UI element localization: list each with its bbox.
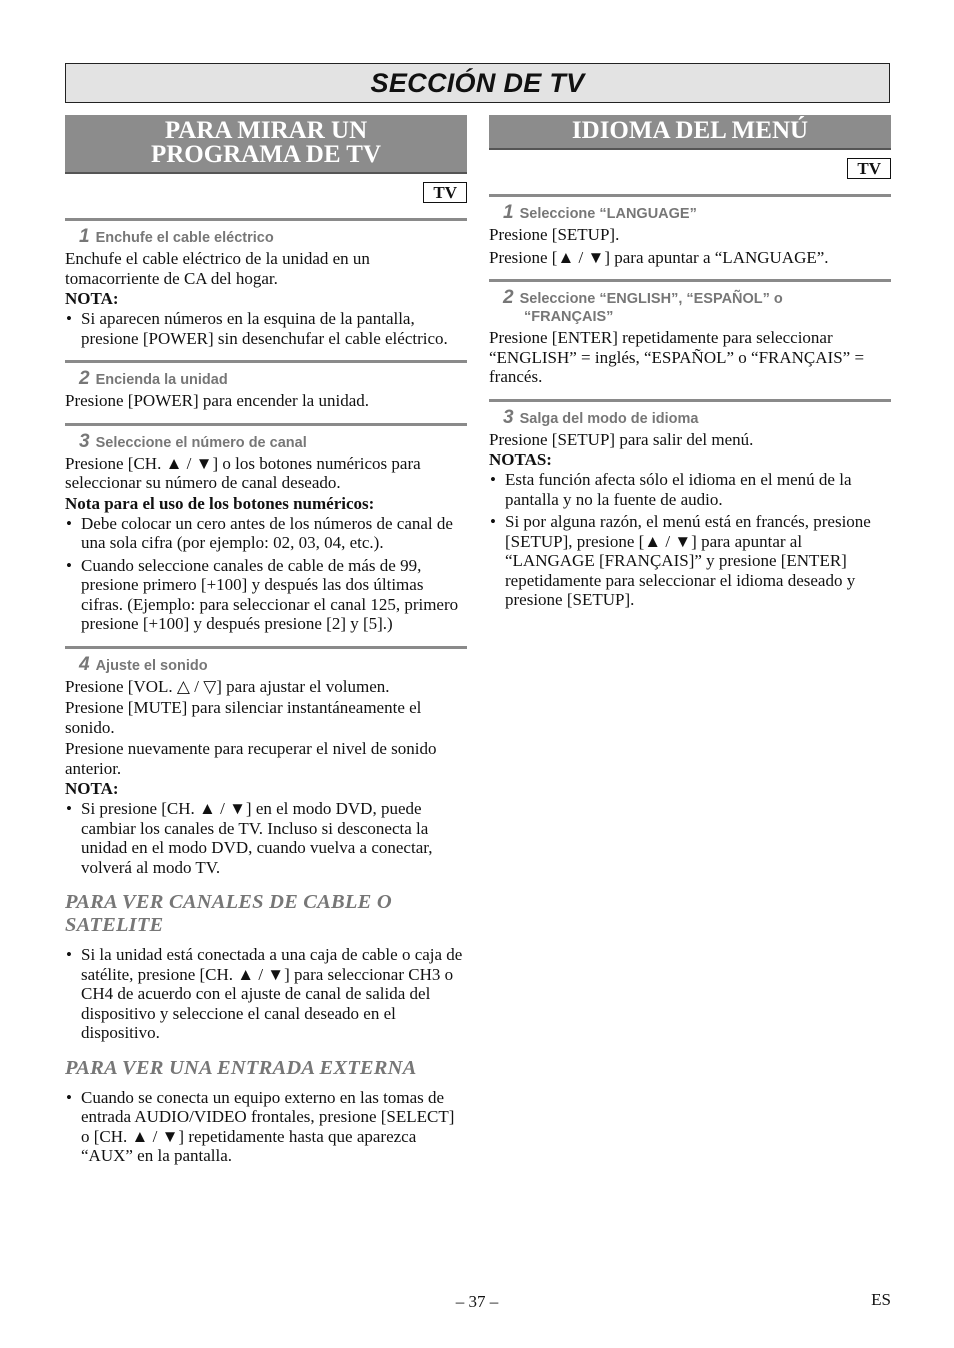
step-heading [65, 370, 467, 389]
step-body: Presione [CH. ▲ / ▼] o los botones numéricos para seleccionar su número de canal deseado. [65, 453, 421, 492]
step-body: Enchufe el cable eléctrico de la unidad en un tomacorriente de CA del hogar. [65, 249, 370, 288]
section-banner [65, 63, 890, 103]
right-column [489, 115, 891, 613]
step-heading [489, 204, 891, 223]
step-number: 2 [79, 368, 90, 389]
list-item: • Cuando seleccione canales de cable de más de 99, presione primero [+100] y después las dos últimas cifras. (Ejemplo: para seleccionar el canal 125, primero presione [+100] y después presione [2] y [5].) [65, 556, 467, 634]
step-body: Presione [VOL. △ / ▽] para ajustar el volumen. [65, 676, 390, 696]
list-item: • Debe colocar un cero antes de los números de canal de una sola cifra (por ejemplo: 02, 03, 04, etc.). [65, 514, 467, 553]
right-column-title [489, 115, 891, 150]
subsection-title: PARA VER UNA ENTRADA EXTERNA [65, 1056, 417, 1079]
left-column [65, 115, 467, 1169]
note-label: NOTAS: [489, 450, 552, 469]
step-body: Presione [SETUP]. [489, 225, 620, 244]
step-title: Seleccione “LANGUAGE” [519, 206, 697, 222]
step-3 [489, 399, 891, 610]
step-heading [65, 653, 467, 675]
step-3 [65, 423, 467, 634]
subsection-list [65, 945, 467, 1043]
step-title: Seleccione el número de canal [95, 434, 307, 451]
note-list [65, 799, 467, 877]
language-code: ES [871, 1290, 891, 1309]
step-number: 3 [503, 406, 514, 428]
tv-badge: TV [423, 182, 467, 203]
list-item: • Si la unidad está conectada a una caja de cable o caja de satélite, presione [CH. ▲ / ▼] para seleccionar CH3 o CH4 de acuerdo con el ajuste de canal de salida del dispositivo y seleccione el canal deseado en el dispositivo. [65, 945, 467, 1043]
note-list [65, 309, 467, 348]
step-body: Presione [MUTE] para silenciar instantáneamente el sonido. [65, 698, 422, 737]
step-1 [489, 194, 891, 267]
left-badge-row [65, 182, 467, 206]
step-title-continued: “FRANÇAIS” [524, 309, 614, 325]
step-body: Presione [POWER] para encender la unidad. [65, 391, 369, 410]
step-body: Presione nuevamente para recuperar el nivel de sonido anterior. [65, 739, 437, 778]
page-number: – 37 – [455, 1292, 499, 1311]
step-number: 1 [503, 202, 514, 223]
right-title: IDIOMA DEL MENÚ [571, 117, 809, 144]
step-title: Enchufe el cable eléctrico [95, 230, 274, 246]
step-number: 4 [79, 653, 90, 675]
step-title: Seleccione “ENGLISH”, “ESPAÑOL” o [519, 291, 783, 307]
note-list [65, 514, 467, 634]
step-heading [489, 289, 891, 326]
note-label: Nota para el uso de los botones numéricos: [65, 493, 375, 513]
subsection-title: PARA VER CANALES DE CABLE O SATELITE [65, 891, 392, 936]
step-2 [65, 360, 467, 411]
step-heading [489, 406, 891, 428]
step-title: Salga del modo de idioma [519, 410, 699, 427]
section-title: SECCIÓN DE TV [370, 68, 585, 98]
list-item: • Cuando se conecta un equipo externo en las tomas de entrada AUDIO/VIDEO frontales, presione [SELECT] o [CH. ▲ / ▼] repetidamente hasta que aparezca “AUX” en la pantalla. [65, 1088, 467, 1166]
subsection-list [65, 1088, 467, 1166]
step-body: Presione [SETUP] para salir del menú. [489, 429, 754, 449]
tv-badge: TV [847, 158, 891, 179]
note-label: NOTA: [65, 779, 119, 798]
step-number: 1 [79, 226, 90, 247]
step-heading [65, 430, 467, 452]
step-title: Encienda la unidad [95, 372, 228, 388]
left-column-title [65, 115, 467, 174]
step-heading [65, 228, 467, 247]
step-body: Presione [▲ / ▼] para apuntar a “LANGUAGE”. [489, 247, 829, 267]
list-item: • Esta función afecta sólo el idioma en el menú de la pantalla y no la fuente de audio. [489, 470, 891, 509]
list-item: • Si aparecen números en la esquina de la pantalla, presione [POWER] sin desenchufar el cable eléctrico. [65, 309, 467, 348]
step-body: Presione [ENTER] repetidamente para seleccionar “ENGLISH” = inglés, “ESPAÑOL” o “FRANÇAIS” = francés. [489, 328, 865, 386]
step-1 [65, 218, 467, 348]
step-number: 2 [503, 287, 514, 308]
list-item: • Si presione [CH. ▲ / ▼] en el modo DVD, puede cambiar los canales de TV. Incluso si desconecta la unidad en el modo DVD, cuando vuelva a conectar, volverá al modo TV. [65, 799, 467, 877]
right-badge-row [489, 158, 891, 182]
step-4 [65, 646, 467, 878]
left-title-line1: PARA MIRAR UN [164, 117, 368, 144]
step-title: Ajuste el sonido [95, 657, 208, 674]
list-item: • Si por alguna razón, el menú está en francés, presione [SETUP], presione [▲ / ▼] para apuntar al “LANGAGE [FRANÇAIS]” y presione [ENTER] repetidamente para seleccionar el idioma deseado y presione [SETUP]. [489, 512, 891, 610]
step-2 [489, 279, 891, 387]
note-list [489, 470, 891, 610]
note-label: NOTA: [65, 289, 119, 308]
step-number: 3 [79, 430, 90, 452]
left-title-line2: PROGRAMA DE TV [150, 141, 382, 168]
